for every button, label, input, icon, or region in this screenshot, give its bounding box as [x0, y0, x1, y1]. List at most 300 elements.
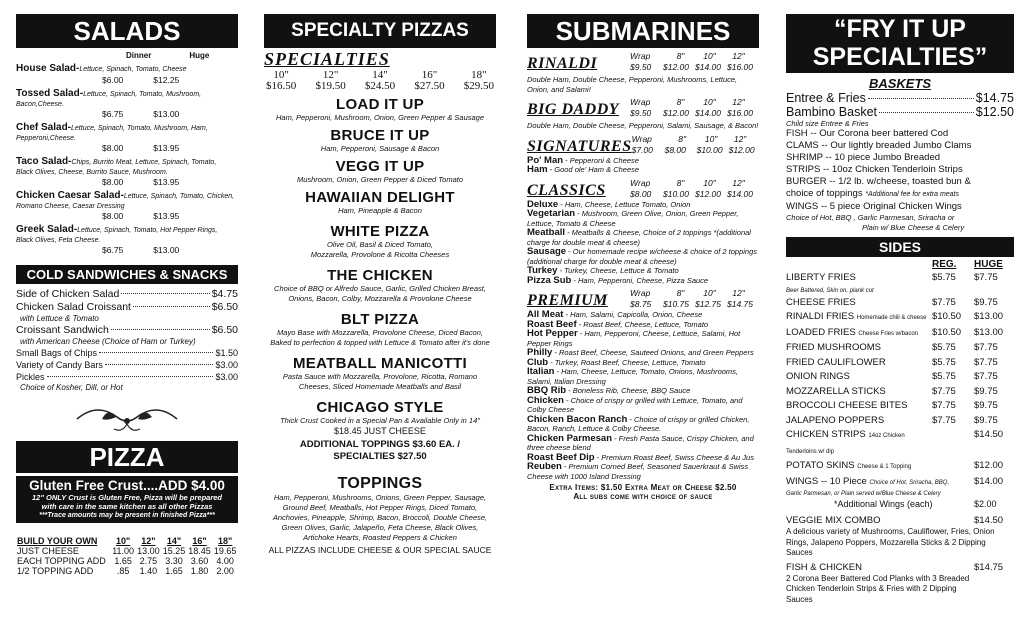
side-item — [786, 459, 1014, 475]
sub-item-name: Meatball — [527, 227, 566, 238]
salad-prices — [16, 143, 238, 153]
sub-item-desc: - Fresh Pasta Sauce, Crispy Chicken, and three cheese blend — [527, 433, 754, 452]
basket-name: Bambino Basket — [786, 105, 878, 119]
salad-desc: Lettuce, Spinach, Tomato, Chicken, — [123, 193, 235, 200]
sub-group-name: SIGNATURES — [527, 137, 632, 155]
sub-size-label: 12" — [732, 177, 745, 188]
sub-size-label: 10" — [703, 288, 716, 298]
sub-item-desc: - Pepperoni & Cheese — [563, 155, 639, 165]
sub-size-label: Wrap — [630, 51, 651, 61]
dots-leader — [121, 293, 209, 294]
size-label: 14" — [372, 69, 388, 81]
pizza-cell: .85 — [116, 566, 130, 576]
salad-desc: Lettuce, Spinach, Tomato, Mushroom, — [83, 91, 202, 98]
sub-price: $12.00 — [728, 144, 755, 155]
salad-huge-price: $13.00 — [153, 109, 180, 119]
sides-col-reg: REG. — [932, 259, 957, 270]
side-name — [786, 399, 932, 414]
specialty-desc: Ham, Pineapple & Bacon — [338, 206, 422, 215]
sides-header: SIDES — [786, 237, 1014, 257]
subs-extras: Extra Items: $1.50 Extra Meat or Cheese $2.50 — [549, 483, 737, 492]
sub-item-name: Club — [527, 356, 549, 368]
side-item — [786, 296, 1014, 311]
cold-item-name: Chicken Salad Croissant — [16, 301, 131, 313]
pizza-row — [16, 566, 238, 576]
salad-line — [16, 154, 238, 168]
fry-title-1: “FRY IT UP — [834, 15, 966, 43]
specialty-desc-2: Baked to perfection & topped with Lettuce & Tomato after it's done — [270, 338, 490, 347]
side-huge-price: $7.75 — [974, 342, 998, 353]
side-name-text: LIBERTY FRIES — [786, 272, 856, 283]
pizza-cell: EACH TOPPING ADD — [17, 556, 106, 566]
side-reg-price: $7.75 — [932, 385, 956, 397]
salad-item — [16, 188, 238, 221]
sub-group-header — [527, 97, 759, 119]
toppings-title: TOPPINGS — [337, 475, 423, 492]
sub-item-desc: - Choice of crispy or grilled Chicken, Bacon, Ranch, Lettuce & Colby Cheese. — [527, 414, 750, 433]
side-name — [786, 370, 932, 385]
cold-item — [16, 359, 238, 371]
specialty-item — [264, 189, 496, 216]
sub-price: $14.75 — [727, 299, 753, 309]
specialty-header: SPECIALTY PIZZAS — [264, 14, 496, 48]
salad-item — [16, 61, 238, 85]
sub-group-prices — [630, 288, 759, 310]
specialty-desc: Olive Oil, Basil & Diced Tomato, — [326, 240, 433, 249]
specialty-item — [264, 96, 496, 123]
pizza-header-cell: 16" — [192, 536, 207, 546]
sub-item-desc: - Turkey, Roast Beef, Cheese, Lettuce, Tomato — [548, 357, 706, 367]
specialty-name: THE CHICKEN — [327, 267, 433, 284]
salads-header: SALADS — [16, 14, 238, 48]
salad-name: Chef Salad- — [16, 122, 72, 133]
ornament-flourish — [16, 393, 238, 441]
sub-item-name: BBQ Rib — [527, 385, 567, 396]
salad-desc-2: Black Olives, Feta Cheese. — [16, 237, 101, 244]
side-wings-note: Choice of Hot, Sriracha, BBQ, — [869, 479, 950, 486]
sub-group-prices — [632, 134, 761, 156]
sub-price: $7.00 — [631, 144, 653, 155]
sub-size-label: 10" — [703, 97, 716, 107]
side-reg-price: $5.75 — [932, 371, 956, 382]
sub-price: $9.50 — [630, 108, 652, 118]
cold-item-name: Variety of Candy Bars — [16, 360, 103, 370]
side-item — [786, 326, 1014, 342]
dots-leader — [47, 376, 214, 377]
basket-list — [786, 91, 1014, 119]
salad-item — [16, 120, 238, 153]
side-reg-price: $5.75 — [932, 342, 956, 353]
salad-name: Greek Salad- — [16, 224, 78, 235]
subs-column — [527, 14, 759, 616]
fry-burger-toppings: choice of toppings — [786, 188, 863, 199]
cold-item-price: $6.50 — [211, 301, 238, 313]
additional-line-1: ADDITIONAL TOPPINGS $3.60 EA. / — [299, 439, 461, 450]
salad-desc-2: Black Olives, Cheese, Burrito Sauce, Mushroom. — [16, 169, 168, 176]
gluten-free-note-3: ***Trace amounts may be present in finished Pizza*** — [39, 512, 215, 519]
baskets-title: BASKETS — [868, 76, 932, 91]
sub-item — [527, 367, 759, 386]
sub-item-name: Ham — [527, 164, 548, 175]
sub-item — [527, 434, 759, 453]
sub-item-name: Chicken — [527, 394, 564, 406]
sub-item — [527, 358, 759, 368]
pizza-cell: 1.40 — [139, 566, 158, 576]
sub-size-label: 8" — [676, 97, 685, 107]
salad-line — [16, 86, 238, 100]
pizza-row — [16, 546, 238, 556]
sub-item-desc: - Premium Corned Beef, Seasoned Sauerkraut & Swiss Cheese with 1000 Island Dressing — [527, 462, 749, 481]
sub-price: $10.00 — [696, 144, 723, 155]
cold-item — [16, 371, 238, 383]
cold-item-price: $3.00 — [215, 360, 238, 370]
specialty-item — [264, 355, 496, 392]
veggie-combo — [786, 515, 1014, 527]
specialty-name: CHICAGO STYLE — [316, 399, 444, 416]
salad-prices — [16, 211, 238, 221]
dots-leader — [105, 364, 214, 365]
side-item — [786, 414, 1014, 429]
cold-item-price: $6.50 — [211, 324, 238, 336]
basket-name: Entree & Fries — [786, 91, 866, 105]
sub-size-label: 8" — [676, 177, 685, 188]
salad-huge-price: $12.25 — [153, 75, 180, 85]
sub-group-prices — [630, 97, 759, 119]
cold-item — [16, 324, 238, 337]
pizza-header-cell: BUILD YOUR OWN — [17, 536, 98, 546]
sub-item-name: Roast Beef — [527, 318, 577, 330]
sub-item — [527, 228, 759, 247]
sub-size-label: 10" — [704, 133, 718, 144]
sub-size-label: Wrap — [630, 97, 651, 107]
sub-size-row — [630, 51, 759, 62]
side-name-text: POTATO SKINS — [786, 460, 855, 471]
pizza-cell: 2.75 — [139, 556, 158, 566]
specialty-item — [264, 311, 496, 348]
sub-price-row — [630, 299, 759, 310]
sub-item-name: Chicken Parmesan — [527, 432, 613, 444]
sub-size-label: 12" — [732, 51, 745, 61]
cold-item — [16, 288, 238, 301]
salads-col-huge: Huge — [189, 51, 210, 60]
pizza-cell: 15.25 — [162, 546, 186, 556]
sub-price: $10.00 — [663, 188, 689, 199]
side-note: 14oz Chicken Tenderloins w/ dip — [786, 433, 905, 455]
fry-wings-note: Choice of Hot, BBQ , Garlic Parmesan, Sriracha or — [786, 213, 955, 222]
cold-item-price: $4.75 — [211, 288, 238, 300]
sub-price: $12.00 — [663, 108, 689, 118]
sub-price: $12.00 — [663, 62, 689, 72]
sub-price: $10.75 — [663, 299, 689, 309]
sub-group-name: CLASSICS — [527, 181, 606, 199]
salad-huge-price: $13.95 — [153, 211, 180, 221]
specialty-desc-2: Cheeses, Sliced Homemade Meatballs and Basil — [298, 382, 462, 391]
sub-size-label: 12" — [732, 288, 745, 298]
pizza-row — [16, 556, 238, 566]
side-name-text: FRIED MUSHROOMS — [786, 342, 881, 353]
sub-item — [527, 396, 759, 415]
cold-item-name: Croissant Sandwich — [16, 324, 109, 336]
pizza-header-cell: 10" — [115, 536, 131, 546]
fry-header — [786, 14, 1014, 73]
sub-size-label: 12" — [732, 97, 745, 107]
sub-size-label: 10" — [703, 177, 716, 188]
salad-name: House Salad- — [16, 63, 80, 74]
pizza-cell: 4.00 — [216, 556, 234, 566]
sub-item — [527, 247, 759, 266]
basket-item — [786, 105, 1014, 119]
cold-item-price: $3.00 — [215, 372, 238, 382]
fry-line: FISH -- Our Corona beer battered Cod — [786, 128, 949, 139]
sub-size-label: Wrap — [631, 133, 652, 144]
sub-item-desc: - Premium Roast Beef, Swiss Cheese & Au Jus — [594, 452, 754, 462]
side-wings-note-2: Garlic Parmesan, or Plain served w/Blue Cheese & Celery — [786, 491, 941, 497]
side-huge-price: $14.50 — [974, 429, 1004, 440]
sub-price: $9.50 — [630, 62, 652, 72]
sub-item-desc: - Our homemade recipe w/cheese & choice of 2 toppings (additional charge for double meat & cheese) — [527, 247, 758, 266]
pizza-footer: ALL PIZZAS INCLUDE CHEESE & OUR SPECIAL SAUCE — [268, 545, 492, 555]
side-item — [786, 356, 1014, 371]
pizza-cell: 11.00 — [112, 546, 135, 556]
side-huge-price: $7.75 — [974, 356, 998, 368]
pizza-header-cell: 14" — [166, 536, 182, 546]
size-label: 10" — [273, 69, 289, 81]
basket-note: Child size Entree & Fries — [786, 119, 869, 128]
sub-item-desc: - Meatballs & Cheese, Choice of 2 toppings *(additional charge for double meat & cheese) — [527, 228, 751, 247]
fry-line: STRIPS -- 10oz Chicken Tenderloin Strips — [786, 164, 963, 175]
gluten-free-note-2: with care in the same kitchen as all other Pizzas — [41, 502, 213, 511]
dots-leader — [111, 329, 210, 330]
side-name — [786, 326, 932, 342]
sub-size-label: 8" — [678, 133, 686, 144]
side-name-text: ONION RINGS — [786, 371, 850, 382]
sub-item-desc: - Choice of crispy or grilled with Lettuce, Tomato, and Colby Cheese — [527, 395, 743, 414]
sub-item-desc: - Ham, Pepperoni, Cheese, Pizza Sauce — [571, 275, 709, 285]
sub-group-name: BIG DADDY — [527, 101, 620, 118]
specialty-item — [264, 267, 496, 304]
sub-item-desc: - Ham, Cheese, Lettuce Tomato, Onion — [558, 199, 691, 209]
sub-item-name: Chicken Bacon Ranch — [527, 413, 628, 425]
fc-name: FISH & CHICKEN — [786, 561, 863, 573]
side-item — [786, 271, 1014, 286]
side-name — [786, 428, 932, 459]
sub-item-name: All Meat — [527, 309, 564, 320]
size-price: $24.50 — [364, 80, 396, 92]
pizza-table-header — [16, 536, 238, 546]
fry-line: BURGER -- 1/2 lb. w/cheese, toasted bun & — [786, 176, 971, 187]
side-reg-price: $10.50 — [932, 326, 962, 338]
dots-leader — [133, 306, 210, 307]
specialty-name: BRUCE IT UP — [330, 127, 430, 144]
size-price: $27.50 — [414, 80, 445, 92]
subs-footer: All subs come with choice of sauce — [573, 492, 713, 501]
specialty-desc: Ham, Pepperoni, Mushroom, Onion, Green Pepper & Sausage — [275, 113, 485, 122]
sub-price: $12.75 — [695, 299, 721, 309]
fc-price: $14.75 — [974, 561, 1004, 573]
specialty-name: WHITE PIZZA — [330, 223, 430, 240]
pizza-cell: 2.00 — [216, 566, 234, 576]
salad-desc: Chips, Burrito Meat, Lettuce, Spinach, Tomato, — [71, 159, 217, 166]
side-note: Cheese & 1 Topping — [857, 464, 912, 470]
salad-prices — [16, 75, 238, 85]
salad-name: Taco Salad- — [16, 156, 72, 167]
dots-leader — [879, 112, 974, 113]
fry-line: SHRIMP -- 10 piece Jumbo Breaded — [786, 152, 941, 163]
specialty-desc: Thick Crust Cooked in a Special Pan & Available Only in 14" — [280, 416, 480, 425]
side-reg-price — [932, 428, 974, 459]
sub-size-row — [630, 178, 759, 189]
salad-item — [16, 86, 238, 119]
side-name-text: RINALDI FRIES — [786, 311, 855, 322]
basket-item — [786, 91, 1014, 105]
side-name-text: BROCCOLI CHEESE BITES — [786, 400, 908, 411]
sub-group-header — [527, 288, 759, 310]
side-sub: Beer Battered, Skin on, plank cut — [786, 287, 874, 294]
veggie-name: VEGGIE MIX COMBO — [786, 515, 881, 526]
sub-size-label: Wrap — [630, 177, 651, 188]
sub-price: $8.00 — [630, 188, 652, 199]
side-item — [786, 428, 1014, 459]
fish-chicken — [786, 562, 1014, 574]
size-label: 18" — [471, 69, 487, 81]
cold-item — [16, 301, 238, 314]
sub-price-row — [630, 108, 759, 119]
sub-item-desc: - Good ole' Ham & Cheese — [547, 165, 640, 174]
cold-header: COLD SANDWICHES & SNACKS — [16, 265, 238, 284]
sub-item — [527, 276, 759, 286]
side-reg-price: $5.75 — [932, 272, 956, 283]
sub-item-name: Vegetarian — [527, 208, 576, 219]
pizza-price-table — [16, 536, 238, 576]
sub-price-row — [630, 189, 759, 200]
specialty-column — [264, 14, 496, 616]
side-reg-price: $5.75 — [932, 356, 956, 368]
salad-huge-price: $13.95 — [153, 177, 180, 187]
side-note: Cheese Fries w/bacon — [858, 330, 919, 337]
pizza-cell: 13.00 — [137, 546, 160, 556]
salad-huge-price: $13.95 — [153, 143, 180, 153]
side-item — [786, 399, 1014, 414]
pizza-header: PIZZA — [16, 441, 238, 473]
salad-dinner-price: $6.75 — [102, 245, 124, 255]
size-label: 16" — [421, 69, 438, 81]
salad-item — [16, 154, 238, 187]
sub-item — [527, 209, 759, 228]
sub-group-header — [527, 51, 759, 73]
burger-note: *Additional fee for extra meats — [865, 191, 960, 198]
additional-toppings — [264, 439, 496, 463]
cold-item-sub: with American Cheese (Choice of Ham or Turkey) — [20, 337, 196, 346]
sub-group-desc: Double Ham, Double Cheese, Pepperoni, Mushrooms, Lettuce, Onion, and Salami! — [527, 75, 738, 94]
sub-item-desc: - Roast Beef, Cheese, Sauteed Onions, and Green Peppers — [552, 348, 754, 357]
sub-size-label: 12" — [733, 133, 747, 144]
side-huge-price: $9.75 — [974, 414, 998, 426]
side-name — [786, 414, 932, 429]
side-name — [786, 356, 932, 371]
salad-desc-2: Romano Cheese, Caesar Dressing — [16, 203, 125, 210]
salad-desc: Lettuce, Spinach, Tomato, Hot Pepper Rings, — [77, 227, 218, 234]
side-name — [786, 459, 932, 475]
sub-price: $16.00 — [727, 62, 753, 72]
side-name-text: MOZZARELLA STICKS — [786, 385, 886, 397]
specialty-list — [264, 96, 496, 436]
salad-prices — [16, 177, 238, 187]
cold-item-price: $1.50 — [215, 348, 238, 358]
salad-name: Tossed Salad- — [16, 88, 84, 99]
sub-group-prices — [630, 51, 759, 73]
side-huge-price: $13.00 — [974, 311, 1004, 322]
side-name — [786, 385, 932, 400]
sub-item-name: Deluxe — [527, 198, 559, 210]
side-name — [786, 271, 932, 286]
salad-desc: Lettuce, Spinach, Tomato, Cheese — [79, 66, 187, 73]
side-wings-add-label: *Additional Wings (each) — [834, 499, 933, 509]
specialty-item — [264, 158, 496, 185]
sub-price: $8.75 — [630, 299, 652, 309]
dots-leader — [868, 98, 974, 99]
veggie-price: $14.50 — [974, 515, 1004, 526]
salad-dinner-price: $8.00 — [102, 211, 124, 221]
specialty-name: BLT PIZZA — [340, 311, 420, 328]
sub-group-header — [527, 134, 759, 156]
side-name-text: CHICKEN STRIPS — [786, 429, 866, 440]
salad-line — [16, 188, 238, 202]
cold-item-name: Pickles — [16, 372, 45, 382]
pizza-cell: JUST CHEESE — [17, 546, 79, 556]
sub-item-desc: - Ham, Salami, Capicolla, Onion, Cheese — [563, 310, 703, 319]
sub-price-row — [630, 62, 759, 73]
side-name-text: CHEESE FRIES — [786, 296, 856, 308]
subs-header: SUBMARINES — [527, 14, 759, 48]
size-price: $16.50 — [266, 80, 297, 92]
pizza-cell: 1.80 — [190, 566, 209, 576]
salad-dinner-price: $6.75 — [102, 109, 124, 119]
basket-price: $12.50 — [975, 105, 1014, 119]
sub-item-name: Hot Pepper — [527, 328, 578, 339]
sub-item-name: Philly — [527, 347, 553, 358]
side-huge-price: $13.00 — [974, 326, 1004, 338]
side-huge-price: $9.75 — [974, 400, 998, 411]
side-item — [786, 310, 1014, 326]
side-reg-price: $7.75 — [932, 296, 956, 308]
specialty-name: HAWAIIAN DELIGHT — [305, 189, 455, 206]
fry-column — [786, 14, 1014, 616]
specialty-name: LOAD IT UP — [336, 96, 424, 113]
sub-item-desc: - Roast Beef, Cheese, Lettuce, Tomato — [576, 319, 709, 329]
additional-line-2: SPECIALTIES $27.50 — [333, 451, 427, 462]
gluten-free-note-1: 12" ONLY Crust is Gluten Free, Pizza will be prepared — [32, 493, 222, 502]
specialty-item — [264, 399, 496, 436]
salad-prices — [16, 245, 238, 255]
pizza-cell: 19.65 — [213, 546, 237, 556]
specialty-size-grid — [264, 70, 496, 92]
side-name-text: JALAPENO POPPERS — [786, 414, 885, 426]
side-wings-name: WINGS -- 10 Piece — [786, 475, 867, 487]
sub-item-name: Roast Beef Dip — [527, 451, 595, 463]
salad-desc-2: Bacon,Cheese. — [16, 101, 64, 108]
sub-item-desc: - Turkey, Cheese, Lettuce & Tomato — [557, 266, 679, 275]
salad-desc: Lettuce, Spinach, Tomato, Mushroom, Ham, — [71, 125, 208, 132]
sub-item-name: Sausage — [527, 246, 567, 257]
sub-price: $14.00 — [727, 188, 753, 199]
salad-list — [16, 61, 238, 255]
side-name — [786, 341, 932, 356]
sides-list — [786, 271, 1014, 475]
side-item — [786, 385, 1014, 400]
cold-item — [16, 347, 238, 359]
specialty-desc-2: $18.45 JUST CHEESE — [334, 426, 426, 436]
side-name-text: LOADED FRIES — [786, 326, 856, 338]
